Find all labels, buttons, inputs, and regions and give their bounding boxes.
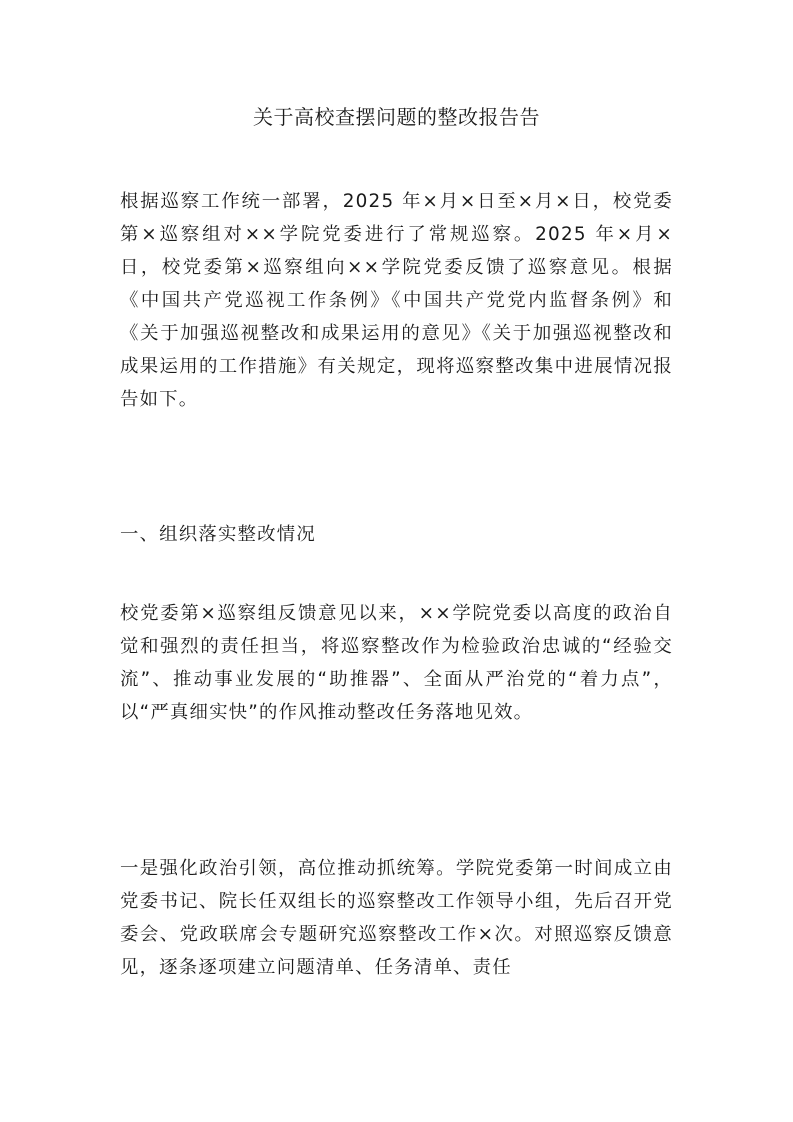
section-heading: 一、组织落实整改情况	[120, 524, 316, 545]
intro-paragraph: 根据巡察工作统一部署，2025 年×月×日至×月×日，校党委第×巡察组对××学院党委进行了常规巡察。2025 年×月×日，校党委第×巡察组向××学院党委反馈了巡察意见。根据《中国共产党巡视工作条例》《中国共产党党内监督条例》和《关于加强巡视整改和成果运用的意见》《关于加强巡视整改和成果运用的工作措施》有关规定，现将巡察整改集中进展情况报告如下。	[120, 191, 673, 410]
point-paragraph: 一是强化政治引领，高位推动抓统筹。学院党委第一时间成立由党委书记、院长任双组长的巡察整改工作领导小组，先后召开党委会、党政联席会专题研究巡察整改工作×次。对照巡察反馈意见，逐条逐项建立问题清单、任务清单、责任	[120, 858, 673, 978]
section-paragraph: 校党委第×巡察组反馈意见以来，××学院党委以高度的政治自觉和强烈的责任担当，将巡察整改作为检验政治忠诚的“经验交流”、推动事业发展的“助推器”、全面从严治党的“着力点”，以“严真细实快”的作风推动整改任务落地见效。	[120, 603, 673, 723]
document-title: 关于高校查摆问题的整改报告告	[253, 105, 540, 129]
